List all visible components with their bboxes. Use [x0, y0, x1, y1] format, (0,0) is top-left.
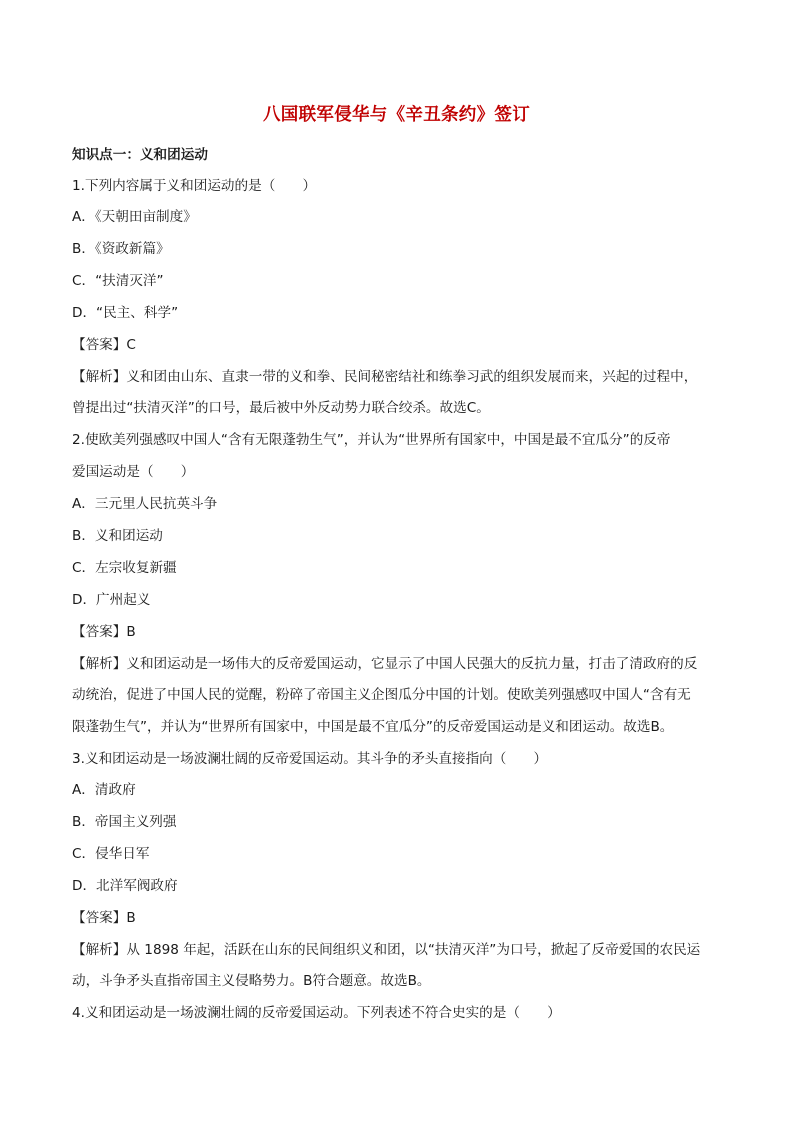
q1-option-a: A．《天朝田亩制度》 [72, 209, 197, 225]
q2-analysis-line-1: 【解析】义和团运动是一场伟大的反帝爱国运动，它显示了中国人民强大的反抗力量，打击了清政府的反 [72, 656, 698, 672]
question-3: 3.义和团运动是一场波澜壮阔的反帝爱国运动。其斗争的矛头直接指向（ ） [72, 751, 548, 767]
q2-option-b: B．义和团运动 [72, 528, 163, 544]
question-1: 1.下列内容属于义和团运动的是（ ） [72, 178, 317, 194]
question-2-line-1: 2.使欧美列强感叹中国人“含有无限蓬勃生气”，并认为“世界所有国家中，中国是最不宜瓜分”的反帝 [72, 432, 671, 448]
q2-option-d: D．广州起义 [72, 592, 151, 608]
q2-option-a: A．三元里人民抗英斗争 [72, 496, 218, 512]
q3-option-d: D．北洋军阀政府 [72, 878, 178, 894]
question-2-line-2: 爱国运动是（ ） [72, 464, 195, 480]
q2-answer: 【答案】B [72, 624, 136, 640]
q2-option-c: C．左宗收复新疆 [72, 560, 177, 576]
document-title: 八国联军侵华与《辛丑条约》签订 [263, 105, 530, 125]
question-4: 4.义和团运动是一场波澜壮阔的反帝爱国运动。下列表述不符合史实的是（ ） [72, 1005, 561, 1021]
q3-answer: 【答案】B [72, 910, 136, 926]
q1-answer: 【答案】C [72, 337, 136, 353]
q3-analysis-line-2: 动，斗争矛头直指帝国主义侵略势力。B符合题意。故选B。 [72, 973, 431, 989]
q3-option-a: A．清政府 [72, 782, 136, 798]
q1-option-b: B．《资政新篇》 [72, 241, 170, 257]
q3-option-c: C．侵华日军 [72, 846, 150, 862]
q1-option-d: D．“民主、科学” [72, 305, 179, 321]
q2-analysis-line-2: 动统治，促进了中国人民的觉醒，粉碎了帝国主义企图瓜分中国的计划。使欧美列强感叹中国人“含有无 [72, 687, 691, 703]
q2-analysis-line-3: 限蓬勃生气”，并认为“世界所有国家中，中国是最不宜瓜分”的反帝爱国运动是义和团运动。故选B。 [72, 719, 674, 735]
q1-option-c: C．“扶清灭洋” [72, 273, 164, 289]
section-heading: 知识点一：义和团运动 [72, 147, 208, 163]
q3-analysis-line-1: 【解析】从 1898 年起，活跃在山东的民间组织义和团，以“扶清灭洋”为口号，掀起了反帝爱国的农民运 [72, 942, 701, 958]
q1-analysis-line-1: 【解析】义和团由山东、直隶一带的义和拳、民间秘密结社和练拳习武的组织发展而来，兴起的过程中， [72, 369, 698, 385]
q1-analysis-line-2: 曾提出过“扶清灭洋”的口号，最后被中外反动势力联合绞杀。故选C。 [72, 400, 490, 416]
q3-option-b: B．帝国主义列强 [72, 814, 177, 830]
